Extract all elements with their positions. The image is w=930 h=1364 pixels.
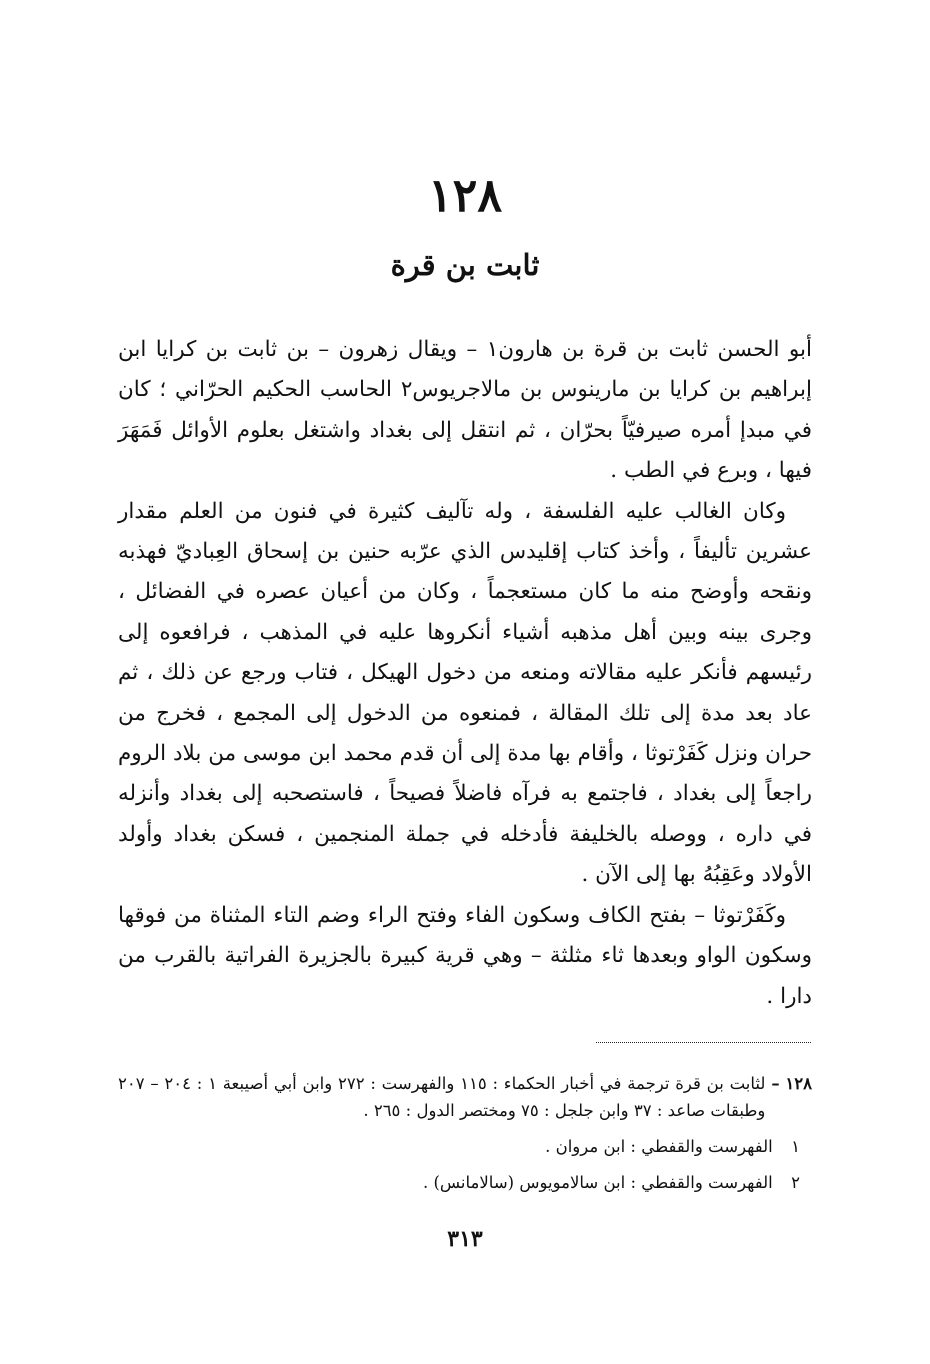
footnote-2 [118,1169,812,1196]
footnote-main [118,1070,812,1124]
footnote-1 [118,1133,812,1160]
page-number: ٣١٣ [447,1226,483,1252]
footnote-1-text: الفهرست والقفطي : ابن مروان . [545,1137,773,1156]
body-paragraph-2: وكان الغالب عليه الفلسفة ، وله تآليف كثيرة في فنون من العلم مقدار عشرين تأليفاً ، وأخذ كتاب إقليدس الذي عرّبه حنين بن إسحاق العِباديّ فهذبه ونقحه وأوضح منه ما كان مستعجماً ، وكان من أعيان عصره في الفضائل ، وجرى بينه وبين أهل مذهبه أشياء أنكروها عليه في المذهب ، فرافعوه إلى رئيسهم فأنكر عليه مقالاته ومنعه من دخول الهيكل ، فتاب ورجع عن ذلك ، ثم عاد بعد مدة إلى تلك المقالة ، فمنعوه من الدخول إلى المجمع ، فخرج من حران ونزل كَفَرْتوثا ، وأقام بها مدة إلى أن قدم محمد ابن موسى من بلاد الروم راجعاً إلى بغداد ، فاجتمع به فرآه فاضلاً فصيحاً ، فاستصحبه إلى بغداد وأنزله في داره ، ووصله بالخليفة فأدخله في جملة المنجمين ، فسكن بغداد وأولد الأولاد وعَقِبُهُ بها إلى الآن . [118,498,812,888]
footnote-main-text: لثابت بن قرة ترجمة في أخبار الحكماء : ١١٥ والفهرست : ٢٧٢ وابن أبي أصيبعة ١ : ٢٠٤ – ٢٠٧ وطبقات صاعد : ٣٧ وابن جلجل : ٧٥ ومختصر الدول : ٢٦٥ . [118,1074,766,1120]
body-text [118,330,812,1017]
body-paragraph-1: أبو الحسن ثابت بن قرة بن هارون١ – ويقال زهرون – بن ثابت بن كرايا ابن إبراهيم بن كرايا بن مارينوس بن مالاجريوس٢ الحاسب الحكيم الحرّاني ؛ كان في مبدإ أمره صيرفيّاً بحرّان ، ثم انتقل إلى بغداد واشتغل بعلوم الأوائل فَمَهَرَ فيها ، وبرع في الطب . [118,337,812,484]
entry-number: ١٢٨ [427,168,503,222]
footnote-divider [596,1042,811,1043]
entry-title: ثابت بن قرة [390,248,540,282]
footnote-2-text: الفهرست والقفطي : ابن سالامويوس (سالامانس) . [422,1173,773,1192]
body-paragraph-3: وكَفَرْتوثا – بفتح الكاف وسكون الفاء وفتح الراء وضم التاء المثناة من فوقها وسكون الواو وبعدها ثاء مثلثة – وهي قرية كبيرة بالجزيرة الفراتية بالقرب من دارا . [118,902,812,1009]
footnote-2-number: ٢ [791,1173,800,1192]
footnotes [118,1070,812,1196]
footnote-main-number: ١٢٨ – [771,1074,812,1093]
footnote-1-number: ١ [791,1137,800,1156]
